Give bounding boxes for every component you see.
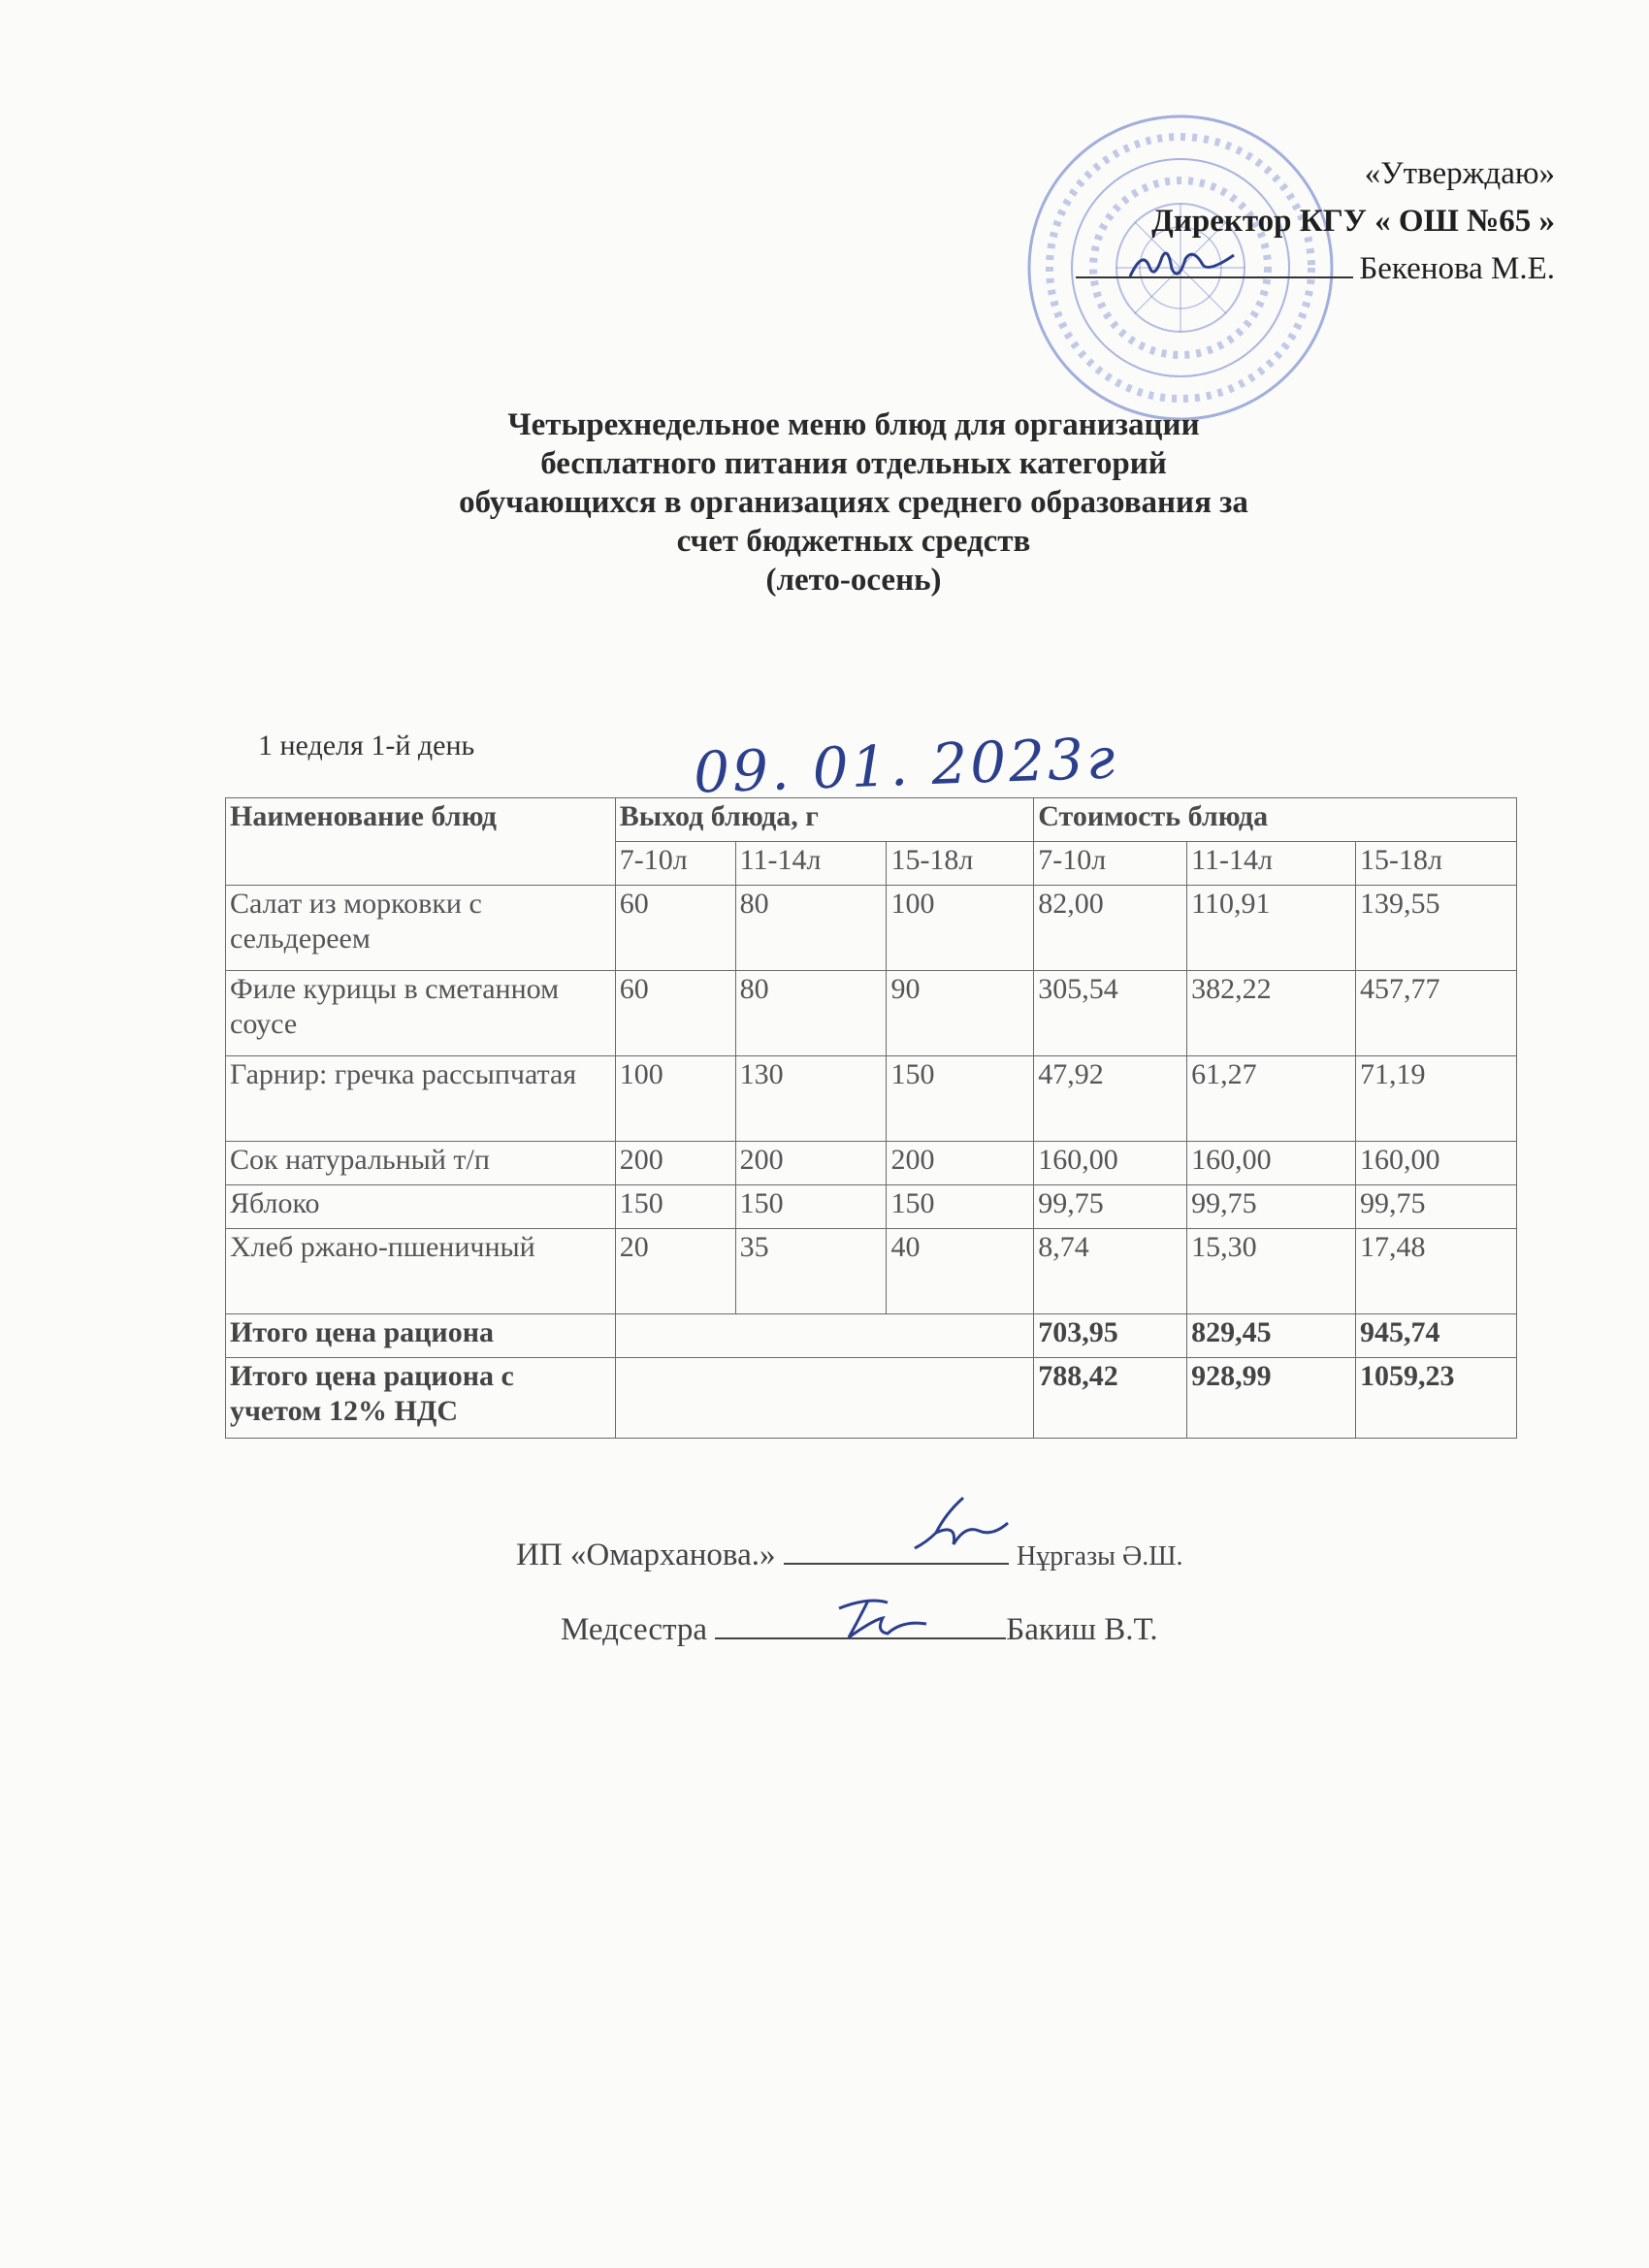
approval-position: Директор КГУ « ОШ №65 »: [1151, 204, 1555, 239]
title-line: обучающихся в организациях среднего образования за: [459, 485, 1248, 520]
table-cell: 90: [887, 971, 1034, 1056]
age-group-cell: 11-14л: [1187, 842, 1356, 886]
document-title: [291, 405, 1416, 599]
week-day-label: 1 неделя 1-й день: [258, 729, 475, 761]
total-vat-value: 928,99: [1187, 1358, 1356, 1439]
supplier-signature: [907, 1494, 1014, 1562]
supplier-name: Нұргазы Ә.Ш.: [1016, 1541, 1183, 1571]
dish-name: Хлеб ржано-пшеничный: [226, 1229, 616, 1314]
table-cell: 17,48: [1356, 1229, 1517, 1314]
supplier-label: ИП «Омарханова.»: [516, 1538, 776, 1572]
table-cell: 100: [615, 1056, 735, 1142]
nurse-label: Медсестра: [561, 1612, 708, 1647]
table-cell: 150: [887, 1056, 1034, 1142]
table-cell: 160,00: [1187, 1142, 1356, 1185]
table-cell: 150: [887, 1185, 1034, 1229]
total-vat-value: 788,42: [1034, 1358, 1187, 1439]
nurse-signature: [829, 1591, 936, 1649]
table-cell: 35: [735, 1229, 887, 1314]
table-cell: 20: [615, 1229, 735, 1314]
table-cell: 99,75: [1356, 1185, 1517, 1229]
table-header-row: [226, 798, 1517, 842]
supplier-signature-row: [516, 1538, 1182, 1573]
total-empty-cell: [615, 1314, 1034, 1358]
table-cell: 200: [615, 1142, 735, 1185]
table-cell: 8,74: [1034, 1229, 1187, 1314]
table-cell: 40: [887, 1229, 1034, 1314]
title-line: счет бюджетных средств: [676, 524, 1031, 559]
table-cell: 139,55: [1356, 886, 1517, 971]
total-value: 829,45: [1187, 1314, 1356, 1358]
menu-table: [225, 797, 1517, 1439]
table-cell: 99,75: [1187, 1185, 1356, 1229]
table-row: [226, 1185, 1517, 1229]
age-group-cell: 7-10л: [1034, 842, 1187, 886]
title-line: бесплатного питания отдельных категорий: [540, 446, 1167, 481]
table-cell: 80: [735, 886, 887, 971]
table-cell: 99,75: [1034, 1185, 1187, 1229]
title-line: (лето-осень): [765, 563, 942, 598]
dish-name: Гарнир: гречка рассыпчатая: [226, 1056, 616, 1142]
total-vat-value: 1059,23: [1356, 1358, 1517, 1439]
table-cell: 200: [887, 1142, 1034, 1185]
total-row: [226, 1314, 1517, 1358]
table-cell: 82,00: [1034, 886, 1187, 971]
total-value: 703,95: [1034, 1314, 1187, 1358]
age-group-cell: 15-18л: [887, 842, 1034, 886]
table-row: [226, 1142, 1517, 1185]
total-vat-label: Итого цена рациона с учетом 12% НДС: [226, 1358, 616, 1439]
dish-name: Салат из морковки с сельдереем: [226, 886, 616, 971]
table-cell: 80: [735, 971, 887, 1056]
table-cell: 60: [615, 971, 735, 1056]
title-line: Четырехнедельное меню блюд для организации: [507, 407, 1200, 442]
table-cell: 61,27: [1187, 1056, 1356, 1142]
age-group-cell: 15-18л: [1356, 842, 1517, 886]
total-value: 945,74: [1356, 1314, 1517, 1358]
age-group-cell: 7-10л: [615, 842, 735, 886]
table-row: [226, 971, 1517, 1056]
table-cell: 100: [887, 886, 1034, 971]
table-cell: 457,77: [1356, 971, 1517, 1056]
table-row: [226, 1229, 1517, 1314]
table-cell: 382,22: [1187, 971, 1356, 1056]
table-cell: 305,54: [1034, 971, 1187, 1056]
table-cell: 47,92: [1034, 1056, 1187, 1142]
table-cell: 160,00: [1356, 1142, 1517, 1185]
table-cell: 60: [615, 886, 735, 971]
total-vat-row: [226, 1358, 1517, 1439]
table-cell: 150: [615, 1185, 735, 1229]
dish-name: Филе курицы в сметанном соусе: [226, 971, 616, 1056]
approval-name: Бекенова М.Е.: [1359, 251, 1555, 286]
total-label: Итого цена рациона: [226, 1314, 616, 1358]
table-cell: 200: [735, 1142, 887, 1185]
table-row: [226, 1056, 1517, 1142]
header-output: Выход блюда, г: [615, 798, 1034, 842]
director-signature: [1125, 238, 1242, 291]
dish-name: Сок натуральный т/п: [226, 1142, 616, 1185]
approval-word: «Утверждаю»: [1364, 156, 1555, 191]
table-cell: 130: [735, 1056, 887, 1142]
header-dish-name: Наименование блюд: [226, 798, 616, 886]
total-vat-empty-cell: [615, 1358, 1034, 1439]
table-cell: 15,30: [1187, 1229, 1356, 1314]
table-cell: 150: [735, 1185, 887, 1229]
age-group-cell: 11-14л: [735, 842, 887, 886]
table-cell: 110,91: [1187, 886, 1356, 971]
table-cell: 160,00: [1034, 1142, 1187, 1185]
nurse-name: Бакиш В.Т.: [1006, 1612, 1158, 1647]
table-row: [226, 886, 1517, 971]
handwritten-date: 09. 01. 2023г: [692, 725, 1119, 806]
header-cost: Стоимость блюда: [1034, 798, 1517, 842]
table-cell: 71,19: [1356, 1056, 1517, 1142]
dish-name: Яблоко: [226, 1185, 616, 1229]
